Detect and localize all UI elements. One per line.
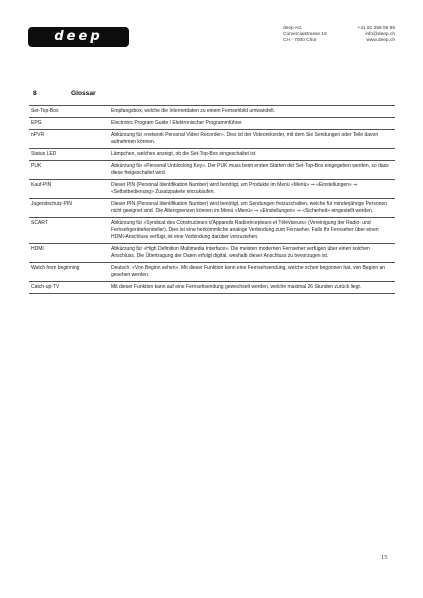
glossary-row <box>29 149 395 161</box>
glossary-row <box>29 282 395 294</box>
glossary-term: Kauf-PIN <box>31 182 52 188</box>
page-number: 15 <box>381 554 388 561</box>
glossary-row <box>29 130 395 149</box>
section-title: Glossar <box>71 90 96 97</box>
glossary-definition: Lämpchen, welches anzeigt, ob die Set-Top-Box eingeschaltet ist. <box>111 151 257 157</box>
glossary-term: Set-Top-Box <box>31 108 59 114</box>
glossary-definition: Dieser PIN (Personal Identifikation Number) wird benötigt, um Sendungen freizuschalten, welche für minderjährige Personen nicht geeignet sind. Die Altersgrenzen können im Menü «Menü» ⇒ «Einstellungen» ⇒ «Sicherheit» eingestellt werden. <box>111 201 387 214</box>
company-city: CH - 7000 Chur <box>283 38 317 43</box>
glossary-row <box>29 118 395 130</box>
glossary-term: Watch from beginning <box>31 265 80 271</box>
glossary-row <box>29 161 395 180</box>
glossary-row <box>29 199 395 218</box>
glossary-definition: Deutsch: «Von Beginn sehen». Mit dieser Funktion kann eine Fernsehsendung, welche schon begonnen hat, von Beginn an gesehen werden. <box>111 265 386 278</box>
glossary-term: HDMI <box>31 246 44 252</box>
glossary-row <box>29 244 395 263</box>
glossary-definition: Abkürzung für «Personal Unblocking Key». Der PUK muss beim ersten Starten der Set-Top-Box eingegeben werden, so dass diese freigeschaltet wird. <box>111 163 389 176</box>
glossary-definition: Abkürzung für «Syndicat des Constructeurs d'Appareils Radiorécepteurs et Téléviseurs» (Vereinigung der Radio- und Fernsehgerätehersteller). Dies ist eine herkömmliche analoge Verbindung zum Fernseher. Falls Ihr Fernseher über einen HDMI-Anschluss verfügt, ist eine Verbindung darüber vorzuziehen. <box>111 220 379 240</box>
glossary-term: PUK <box>31 163 42 169</box>
glossary-term: Jugendschutz-PIN <box>31 201 72 207</box>
glossary-table <box>29 105 395 294</box>
glossary-definition: Electronic Program Guide / Elektronischer Programmführer <box>111 120 242 126</box>
glossary-row <box>29 105 395 118</box>
glossary-definition: Empfangsbox, welche die Internetdaten zu einem Fernsehbild umwandelt. <box>111 108 275 114</box>
glossary-term: Catch-up-TV <box>31 284 60 290</box>
glossary-row <box>29 180 395 199</box>
glossary-term: EPG <box>31 120 42 126</box>
company-website: www.deep.ch <box>366 38 395 43</box>
glossary-term: SCART <box>31 220 48 226</box>
section-heading <box>33 90 96 97</box>
company-email: info@deep.ch <box>365 32 395 37</box>
company-street: Comercialstrasse 19 <box>283 32 327 37</box>
glossary-term: Status LED <box>31 151 57 157</box>
glossary-row <box>29 263 395 282</box>
glossary-row <box>29 218 395 244</box>
deep-logo <box>28 27 129 47</box>
glossary-definition: Abkürzung für «High Definition Multimedia Interface». Die meisten modernen Fernseher verfügen über einen solchen Anschluss. Die Übertragung der Daten erfolgt digital, weshalb dieser Anschluss zu bevorzugen ist. <box>111 246 370 259</box>
company-name: deep AG <box>283 26 302 31</box>
logo-text: deep <box>54 29 103 44</box>
glossary-definition: Abkürzung für «network Personal Video Recorder». Dies ist der Videorekorder, mit dem Sie Sendungen oder Teile davon aufnehmen können. <box>111 132 379 145</box>
company-contact <box>348 26 395 44</box>
glossary-definition: Mit dieser Funktion kann auf eine Fernsehsendung gewechselt werden, welche maximal 26 Stunden zurück liegt. <box>111 284 362 290</box>
glossary-definition: Dieser PIN (Personal Identifikation Number) wird benötigt, um Produkte im Menü «Menü» ⇒ «Einstellungen» ⇒ «Selbstbedienung» Zusatzpakete einzukaufen. <box>111 182 358 195</box>
section-number: 8 <box>33 90 37 97</box>
company-address <box>283 26 327 44</box>
glossary-term: nPVR <box>31 132 45 138</box>
company-phone: +41 81 258 56 86 <box>357 26 395 31</box>
